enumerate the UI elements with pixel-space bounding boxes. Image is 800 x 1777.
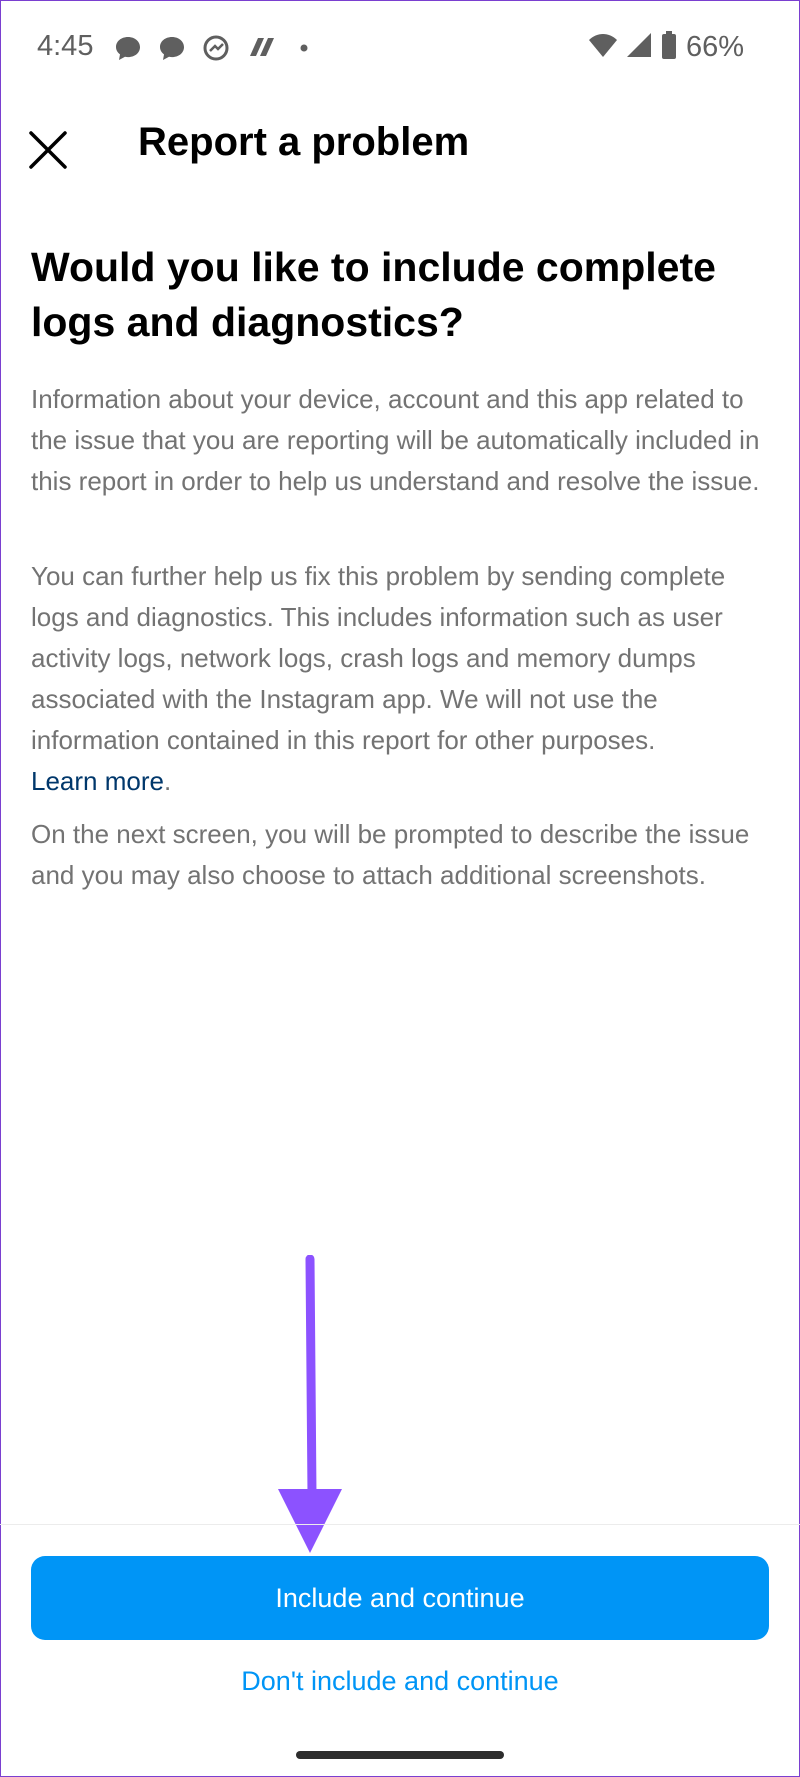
wifi-icon <box>588 32 618 63</box>
learn-more-link[interactable]: Learn more <box>31 766 164 796</box>
close-icon <box>26 128 70 172</box>
status-time: 4:45 <box>37 30 94 62</box>
annotation-arrow <box>270 1255 350 1555</box>
chat-bubble-icon <box>158 34 188 64</box>
signal-icon <box>626 32 652 63</box>
info-paragraph-2 <box>31 556 776 802</box>
headline: Would you like to include complete logs and diagnostics? <box>31 244 716 345</box>
info-paragraph-3: On the next screen, you will be prompted to describe the issue and you may also choose to attach additional screenshots. <box>31 819 750 890</box>
battery-percentage: 66% <box>685 31 744 63</box>
info-paragraph-2-text: You can further help us fix this problem by sending complete logs and diagnostics. This includes information such as user activity logs, network logs, crash logs and memory dumps associated with the Instagram app. We will not use the information contained in this report for other purposes. <box>31 561 726 755</box>
learn-more-suffix: . <box>163 766 172 796</box>
home-indicator[interactable] <box>296 1751 504 1759</box>
page-title: Report a problem <box>138 120 470 164</box>
status-bar <box>0 22 800 74</box>
close-button[interactable] <box>26 128 70 172</box>
include-and-continue-button[interactable]: Include and continue <box>31 1556 769 1640</box>
footer-divider <box>0 1524 800 1525</box>
messenger-icon <box>202 34 232 64</box>
chat-bubble-icon <box>114 34 144 64</box>
status-right <box>588 30 744 65</box>
notification-icons <box>114 34 320 64</box>
dot-icon <box>290 34 320 64</box>
dont-include-and-continue-button[interactable]: Don't include and continue <box>0 1665 800 1698</box>
app-icon <box>246 34 276 64</box>
info-paragraph-1: Information about your device, account and this app related to the issue that you are reporting will be automatically included in this report in order to help us understand and resolve the issue. <box>31 384 760 496</box>
battery-icon <box>660 30 678 65</box>
